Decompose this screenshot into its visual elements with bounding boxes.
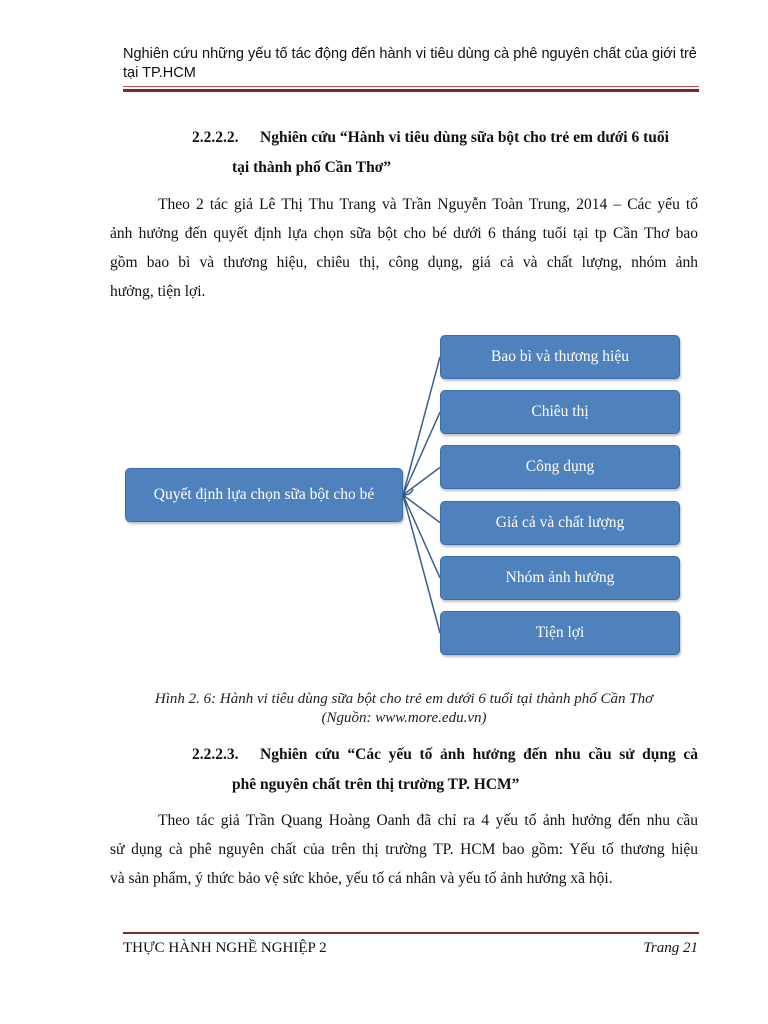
paragraph-line: Theo 2 tác giả Lê Thị Thu Trang và Trần Nguyễn Toàn Trung, 2014 – Các yếu tố — [158, 196, 698, 213]
paragraph-line: sử dụng cà phê nguyên chất của trên thị trường TP. HCM bao gồm: Yếu tố thương hiệu — [110, 841, 698, 858]
caption-source: (Nguồn: www.more.edu.vn) — [321, 710, 487, 726]
caption-line: Hình 2. 6: Hành vi tiêu dùng sữa bột cho trẻ em dưới 6 tuổi tại thành phố Cần Thơ — [154, 691, 654, 707]
paragraph — [110, 190, 698, 306]
diagram-branch-box: Nhóm ảnh hưởng — [440, 556, 680, 600]
diagram-branch-box: Chiêu thị — [440, 390, 680, 434]
footer-course-title: THỰC HÀNH NGHỀ NGHIỆP 2 — [123, 940, 327, 956]
paragraph-line: hưởng, tiện lợi. — [110, 283, 206, 300]
diagram-branch-box: Công dụng — [440, 445, 680, 489]
section-title-cont: phê nguyên chất trên thị trường TP. HCM” — [232, 776, 520, 793]
section-title-cont: tại thành phố Cần Thơ” — [232, 159, 392, 176]
decision-diagram — [120, 330, 690, 660]
diagram-branch-box: Bao bì và thương hiệu — [440, 335, 680, 379]
page-header-title: Nghiên cứu những yếu tố tác động đến hành vi tiêu dùng cà phê nguyên chất của giới trẻ tại TP.HCM — [123, 46, 697, 81]
paragraph-line: và sản phẩm, ý thức bảo vệ sức khỏe, yếu tố cá nhân và yếu tố ảnh hưởng xã hội. — [110, 870, 613, 887]
paragraph-line: gồm bao bì và thương hiệu, chiêu thị, công dụng, giá cả và chất lượng, nhóm ảnh — [110, 254, 698, 271]
header-rule-thick — [123, 89, 699, 92]
page-number: Trang 21 — [643, 940, 698, 956]
figure-caption — [110, 690, 698, 728]
diagram-branch-box: Tiện lợi — [440, 611, 680, 655]
header-rule-thin — [123, 86, 699, 87]
section-title: Nghiên cứu “Các yếu tố ảnh hưởng đến nhu cầu sử dụng cà — [260, 746, 698, 763]
section-number: 2.2.2.3. — [192, 746, 239, 763]
paragraph — [110, 806, 698, 893]
section-number: 2.2.2.2. — [192, 129, 239, 146]
paragraph-line: ảnh hưởng đến quyết định lựa chọn sữa bột cho bé dưới 6 tháng tuổi tại tp Cần Thơ bao — [110, 225, 698, 242]
paragraph-line: Theo tác giả Trần Quang Hoàng Oanh đã chỉ ra 4 yếu tố ảnh hưởng đến nhu cầu — [158, 812, 698, 829]
footer-rule — [123, 932, 699, 934]
diagram-root-box: Quyết định lựa chọn sữa bột cho bé — [125, 468, 403, 522]
diagram-branch-box: Giá cả và chất lượng — [440, 501, 680, 545]
section-title: Nghiên cứu “Hành vi tiêu dùng sữa bột cho trẻ em dưới 6 tuổi — [260, 129, 669, 146]
